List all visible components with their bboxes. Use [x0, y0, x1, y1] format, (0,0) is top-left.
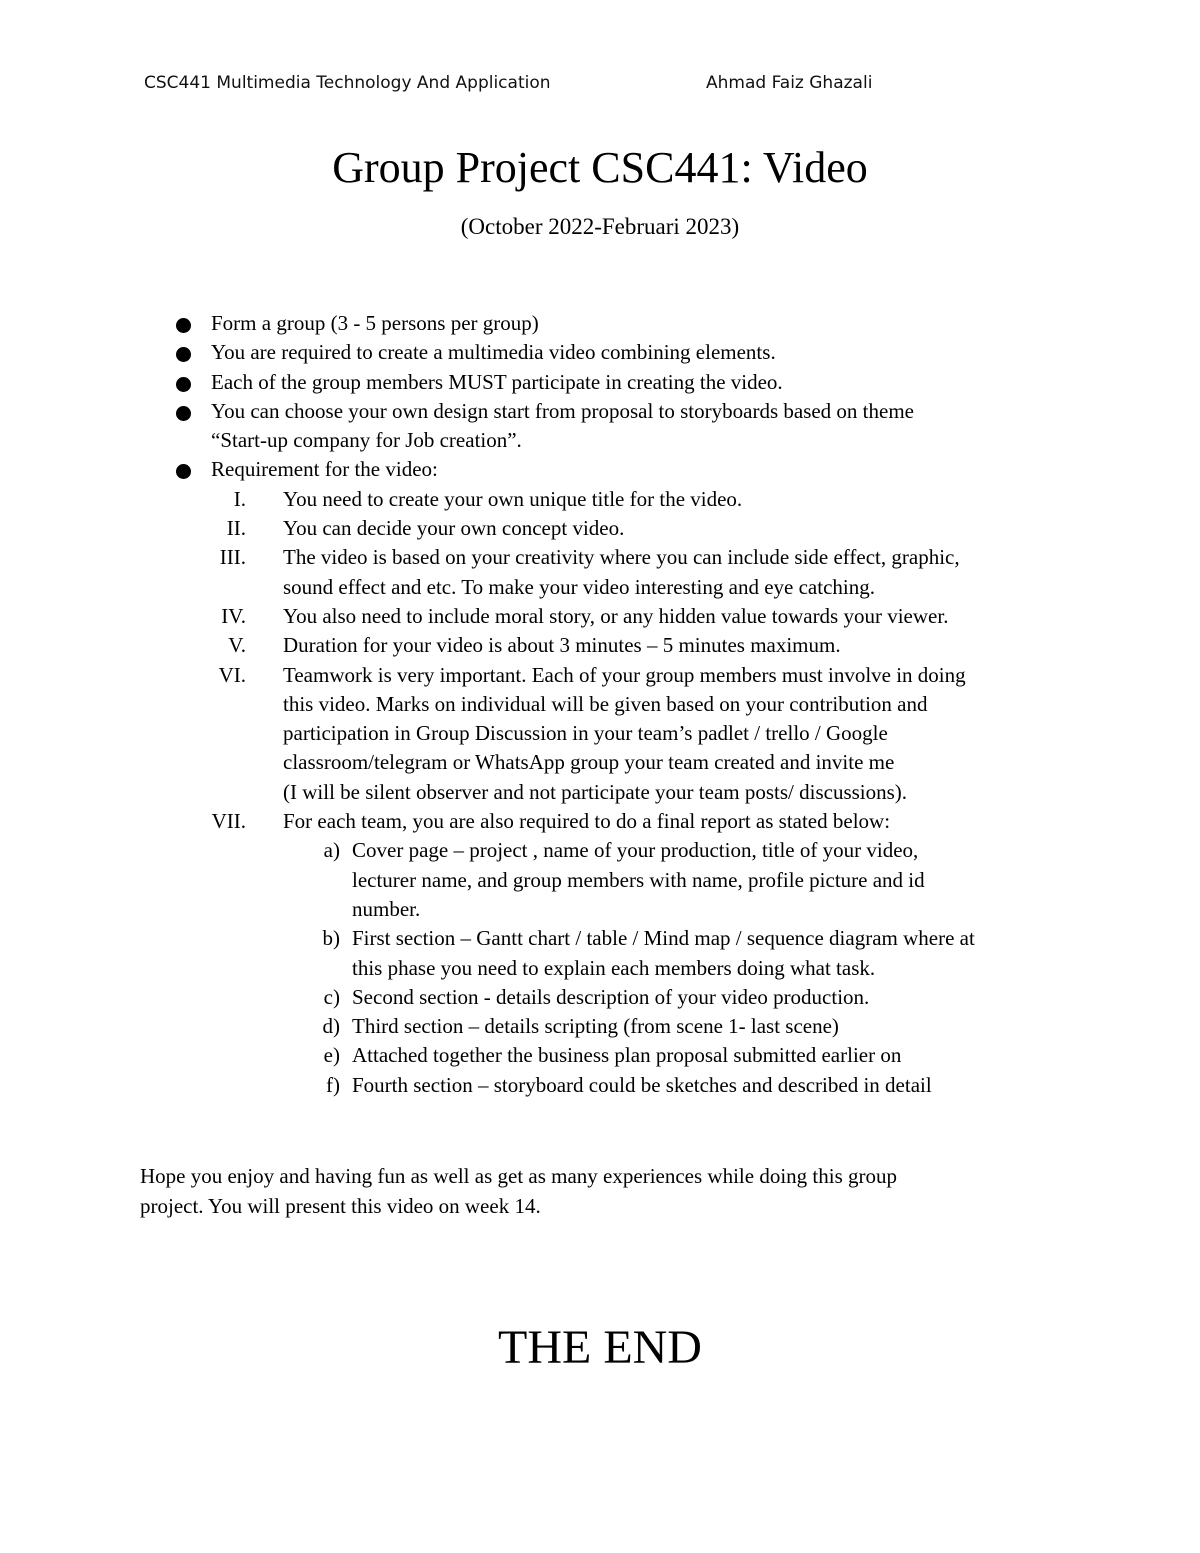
bullet-dot-icon: [176, 347, 191, 362]
letter-marker: a): [323, 838, 340, 863]
letter-marker: f): [326, 1072, 340, 1097]
closing-paragraph: [140, 1161, 1040, 1221]
roman-numeral: III.: [219, 545, 246, 570]
bullet-text: Each of the group members MUST participate in creating the video.: [211, 369, 783, 394]
bullet-item-create: [0, 338, 1200, 367]
requirement-text: classroom/telegram or WhatsApp group your team created and invite me: [283, 750, 895, 775]
report-text: number.: [352, 896, 421, 921]
requirement-item-cont: [0, 748, 1200, 777]
requirement-item-cont: [0, 778, 1200, 807]
page-title: Group Project CSC441: Video: [332, 143, 868, 192]
roman-numeral: I.: [233, 486, 246, 511]
closing-line: Hope you enjoy and having fun as well as get as many experiences while doing this group: [140, 1164, 897, 1188]
letter-marker: e): [323, 1043, 340, 1068]
report-text: Attached together the business plan proposal submitted earlier on: [352, 1043, 902, 1068]
report-text: First section – Gantt chart / table / Mind map / sequence diagram where at: [352, 926, 975, 951]
report-item: [0, 1071, 1200, 1100]
requirement-text: sound effect and etc. To make your video interesting and eye catching.: [283, 574, 875, 599]
roman-numeral: IV.: [221, 603, 246, 628]
requirement-item-cont: [0, 573, 1200, 602]
closing-line: project. You will present this video on week 14.: [140, 1194, 541, 1218]
the-end-heading: THE END: [498, 1321, 702, 1374]
requirement-text: this video. Marks on individual will be given based on your contribution and: [283, 691, 928, 716]
requirement-item-cont: [0, 690, 1200, 719]
bullet-dot-icon: [176, 377, 191, 392]
requirement-item: [0, 631, 1200, 660]
report-item-cont: [0, 954, 1200, 983]
report-text: Cover page – project , name of your production, title of your video,: [352, 838, 919, 863]
requirement-text: Duration for your video is about 3 minutes – 5 minutes maximum.: [283, 633, 841, 658]
bullet-item-group: [0, 309, 1200, 338]
page-subtitle: (October 2022-Februari 2023): [460, 214, 740, 239]
report-text: Third section – details scripting (from scene 1- last scene): [352, 1014, 839, 1039]
requirement-item: [0, 661, 1200, 690]
report-item: [0, 924, 1200, 953]
requirement-item: [0, 602, 1200, 631]
requirement-item: [0, 514, 1200, 543]
requirement-text: (I will be silent observer and not participate your team posts/ discussions).: [283, 779, 908, 804]
requirement-text: participation in Group Discussion in your team’s padlet / trello / Google: [283, 721, 888, 746]
bullet-item-design: [0, 397, 1200, 426]
report-text: Fourth section – storyboard could be sketches and described in detail: [352, 1072, 932, 1097]
header-author: Ahmad Faiz Ghazali: [706, 73, 873, 93]
bullet-item-participate: [0, 368, 1200, 397]
letter-marker: b): [322, 926, 340, 951]
roman-numeral: VI.: [218, 662, 246, 687]
bullet-dot-icon: [176, 318, 191, 333]
requirement-text: You also need to include moral story, or any hidden value towards your viewer.: [283, 603, 949, 628]
instructions-list: [0, 309, 1200, 1100]
requirement-text: The video is based on your creativity where you can include side effect, graphic,: [283, 545, 960, 570]
requirement-item: [0, 807, 1200, 836]
bullet-item-requirement: [0, 455, 1200, 484]
report-item-cont: [0, 895, 1200, 924]
report-item: [0, 1012, 1200, 1041]
letter-marker: c): [323, 984, 340, 1009]
bullet-text: “Start-up company for Job creation”.: [211, 428, 522, 453]
bullet-text: You are required to create a multimedia video combining elements.: [211, 340, 776, 365]
bullet-item-design-cont: [0, 426, 1200, 455]
report-text: lecturer name, and group members with name, profile picture and id: [352, 867, 925, 892]
requirement-item: [0, 485, 1200, 514]
requirement-item: [0, 543, 1200, 572]
header-course: CSC441 Multimedia Technology And Application: [144, 73, 551, 93]
requirement-text: Teamwork is very important. Each of your group members must involve in doing: [283, 662, 966, 687]
requirement-text: You can decide your own concept video.: [283, 516, 625, 541]
requirement-item-cont: [0, 719, 1200, 748]
roman-numeral: V.: [228, 633, 246, 658]
report-item-cont: [0, 866, 1200, 895]
bullet-text: Form a group (3 - 5 persons per group): [211, 311, 539, 335]
bullet-text: Requirement for the video:: [211, 457, 438, 482]
roman-numeral: VII.: [211, 809, 246, 834]
letter-marker: d): [322, 1014, 340, 1039]
report-text: this phase you need to explain each members doing what task.: [352, 955, 876, 980]
roman-numeral: II.: [226, 516, 246, 541]
report-item: [0, 836, 1200, 865]
report-item: [0, 1041, 1200, 1070]
report-text: Second section - details description of your video production.: [352, 984, 870, 1009]
report-item: [0, 983, 1200, 1012]
requirement-text: For each team, you are also required to do a final report as stated below:: [283, 809, 891, 834]
bullet-text: You can choose your own design start from proposal to storyboards based on theme: [211, 398, 914, 423]
bullet-dot-icon: [176, 464, 191, 479]
bullet-dot-icon: [176, 406, 191, 421]
requirement-text: You need to create your own unique title for the video.: [283, 486, 743, 511]
